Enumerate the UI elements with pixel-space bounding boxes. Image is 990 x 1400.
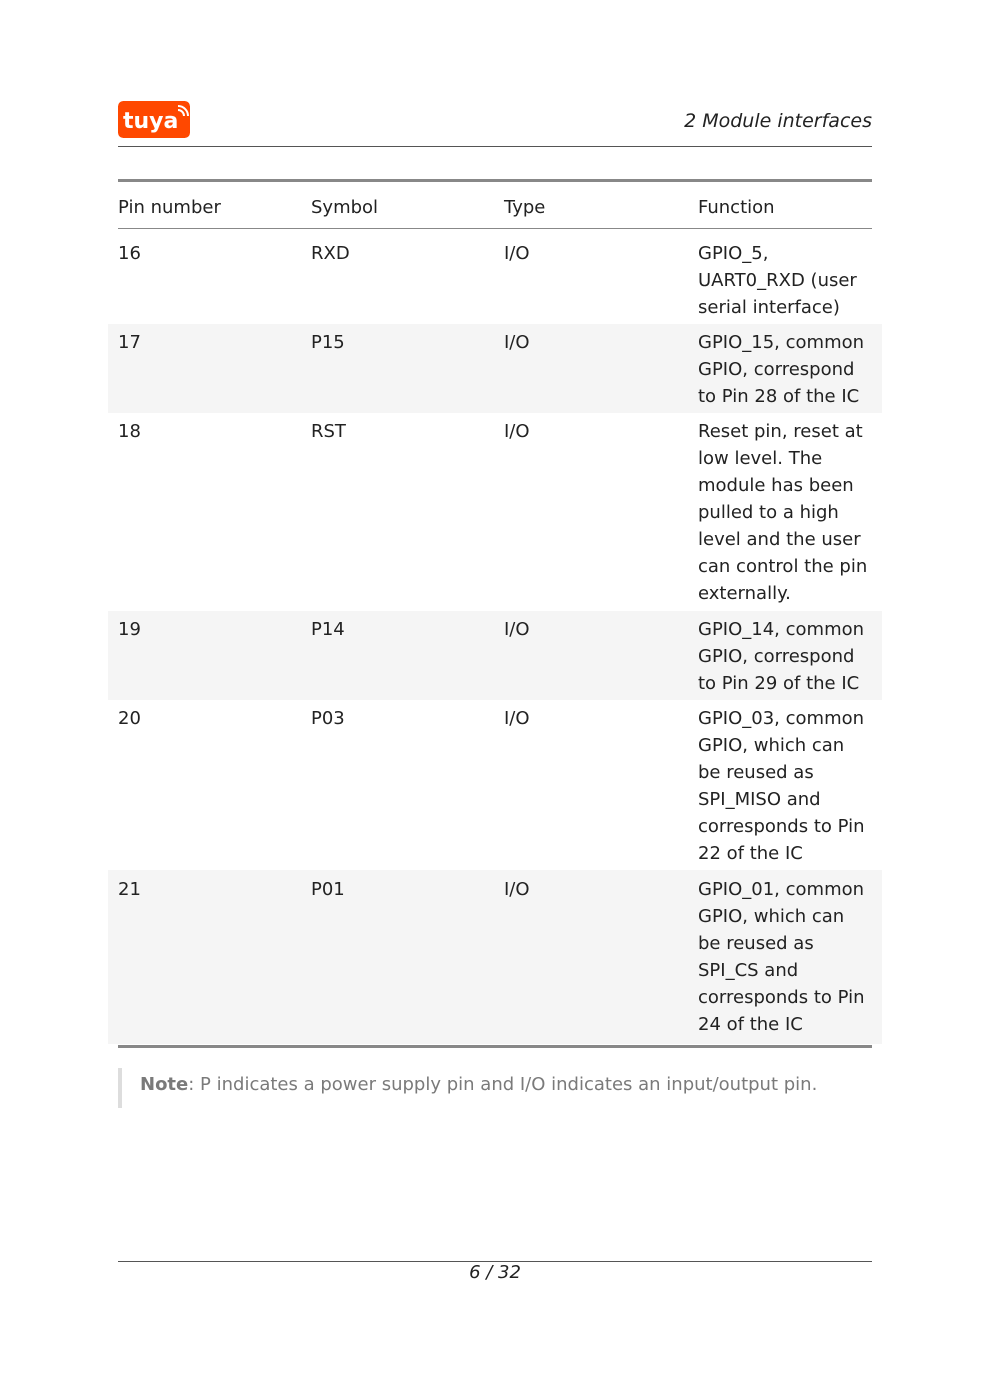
symbol-cell: P01 <box>311 879 345 900</box>
tuya-logo <box>118 101 190 138</box>
function-cell: Reset pin, reset at low level. The module has been pulled to a high level and the user can control the pin externally. <box>698 421 868 604</box>
pin-number-cell: 17 <box>118 332 141 353</box>
type-cell: I/O <box>504 332 530 353</box>
pin-number-cell: 20 <box>118 708 141 729</box>
function-cell: GPIO_14, common GPIO, correspond to Pin 29 of the IC <box>698 619 865 694</box>
table-bottom-rule <box>118 1045 872 1048</box>
table-top-rule <box>118 179 872 182</box>
function-cell: GPIO_15, common GPIO, correspond to Pin 28 of the IC <box>698 332 865 407</box>
function-cell: GPIO_5, UART0_RXD (user serial interface) <box>698 243 857 318</box>
section-title: 2 Module interfaces <box>684 110 872 132</box>
pin-number-cell: 21 <box>118 879 141 900</box>
page-number: 6 / 32 <box>469 1262 521 1283</box>
type-cell: I/O <box>504 619 530 640</box>
type-cell: I/O <box>504 708 530 729</box>
column-header-function: Function <box>698 197 775 218</box>
function-cell: GPIO_01, common GPIO, which can be reused as SPI_CS and corresponds to Pin 24 of the IC <box>698 879 865 1035</box>
symbol-cell: P14 <box>311 619 345 640</box>
symbol-cell: RXD <box>311 243 350 264</box>
note-body: : P indicates a power supply pin and I/O indicates an input/output pin. <box>188 1074 818 1095</box>
type-cell: I/O <box>504 879 530 900</box>
note-text <box>140 1074 817 1095</box>
pin-number-cell: 19 <box>118 619 141 640</box>
column-header-pin-number: Pin number <box>118 197 221 218</box>
symbol-cell: P03 <box>311 708 345 729</box>
note-bar <box>118 1068 122 1108</box>
table-header-rule <box>118 228 872 229</box>
function-cell: GPIO_03, common GPIO, which can be reused as SPI_MISO and corresponds to Pin 22 of the IC <box>698 708 865 864</box>
column-header-symbol: Symbol <box>311 197 379 218</box>
symbol-cell: RST <box>311 421 346 442</box>
type-cell: I/O <box>504 243 530 264</box>
symbol-cell: P15 <box>311 332 345 353</box>
note-label: Note <box>140 1074 189 1095</box>
pin-number-cell: 16 <box>118 243 141 264</box>
column-header-type: Type <box>504 197 546 218</box>
type-cell: I/O <box>504 421 530 442</box>
tuya-logo-mark <box>118 101 190 138</box>
logo-text: tuya <box>123 109 179 134</box>
pin-number-cell: 18 <box>118 421 141 442</box>
header-divider <box>118 146 872 147</box>
